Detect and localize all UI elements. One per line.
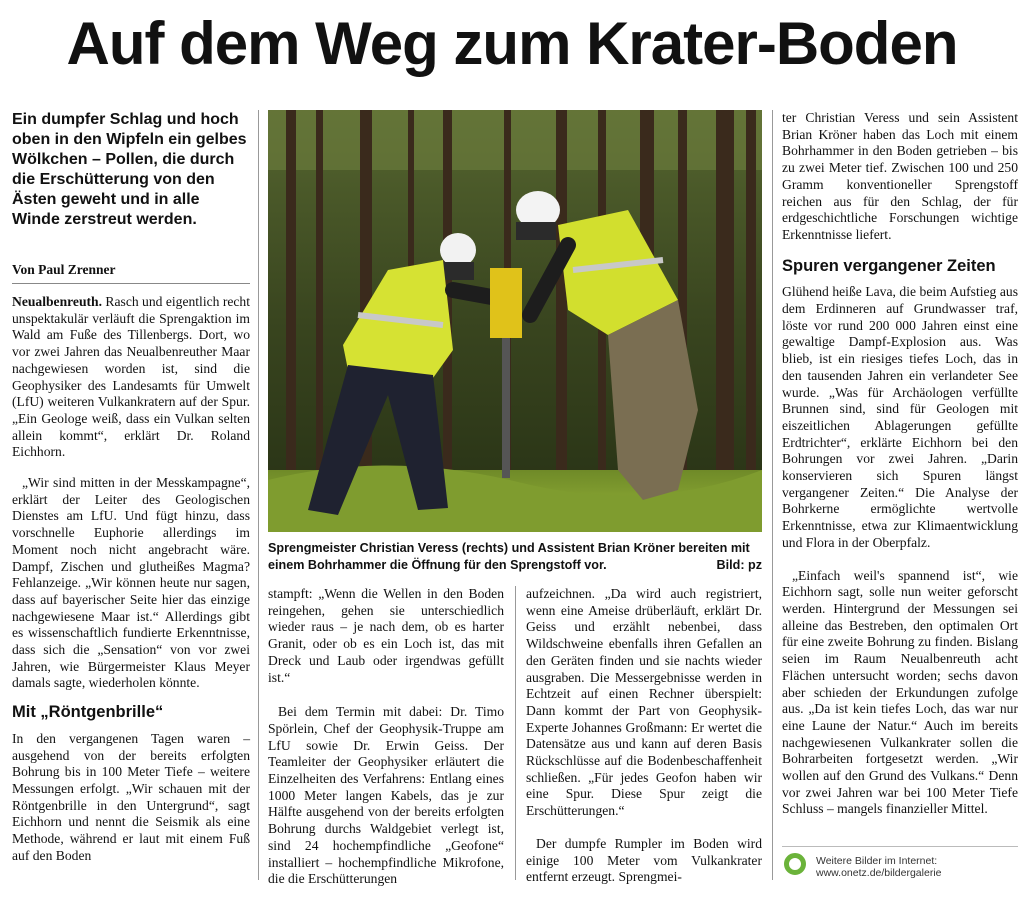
column-1 xyxy=(12,294,250,877)
caption-text: Sprengmeister Christian Veress (rechts) und Assistent Brian Kröner bereiten mit einem Bohrhammer die Öffnung für den Sprengstoff vor. xyxy=(268,541,750,572)
dateline: Neualbenreuth. xyxy=(12,294,103,309)
paragraph: ter Christian Veress und sein Assistent Brian Kröner haben das Loch mit einem Bohrhammer in den Boden getrieben – bis zu zwei Meter tief. Zwischen 100 und 250 Gramm konventioneller Sprengstoff reichen aus für den Schlag, der für erdgeschichtliche Forschungen wichtige Erkenntnisse liefert. xyxy=(782,110,1018,242)
paragraph: stampft: „Wenn die Wellen in den Boden reingehen, gehen sie unterschiedlich wieder raus – je nach dem, ob es harter Granit, oder ob es ein Loch ist, das mit Dreck und Laub oder irgendwas gefüllt ist.“ xyxy=(268,586,504,685)
column-3 xyxy=(526,586,762,898)
photo-credit: Bild: pz xyxy=(716,558,762,572)
subheading: Mit „Röntgenbrille“ xyxy=(12,703,164,722)
column-2 xyxy=(268,586,504,900)
paragraph: Rasch und eigentlich recht unspektakulär verläuft die Sprengaktion im Wald am Fuße des Tillenbergs. Dort, wo vor zwei Jahren das Neualbenreuther Maar nachgewiesen worden ist, sind die Geophysiker des Landesamts für Umwelt (LfU) weiteren Vulkankratern auf der Spur. „Ein Geologe weiß, dass ein Vulkan selten allein kommt“, erklärt Dr. Roland Eichhorn. xyxy=(12,294,250,460)
paragraph: Glühend heiße Lava, die beim Aufstieg aus dem Erdinneren auf Grundwasser traf, löste vor rund 200 000 Jahren einst eine gewaltige Dampf-Explosion aus. Was blieb, ist ein riesiges tiefes Loch, das in den tausenden Jahren ein verlandeter See wurde. „Was für Archäologen verfüllte Brunnen sind, sind für Geologen mit eiszeitlichen Ablagerungen gefüllte Erdtrichter“, erklärte Eichhorn bei den Bohrungen vor zwei Jahren. „Darin konservieren sich Spuren längst vergangener Zeiten.“ Die Analyse der Bohrkerne ermöglichte wertvolle Erkenntnisse, etwa zur Klimaentwicklung und Flora in der Oberpfalz. xyxy=(782,284,1018,550)
online-gallery-note xyxy=(782,846,1018,883)
photo-workers-drilling xyxy=(268,110,762,532)
column-divider xyxy=(515,586,516,880)
byline: Von Paul Zrenner xyxy=(12,262,250,284)
paragraph: In den vergangenen Tagen waren – ausgehend von der bereits erfolgten Bohrung bis in 100 Meter Tiefe – weitere Messungen erfolgt. „Wir schauen mit der Röntgenbrille in den Untergrund“, sagt Eichhorn und nennt die Seismik als eine Methode, während er laut mit einem Fuß auf den Boden xyxy=(12,730,250,863)
paragraph: „Einfach weil's spannend ist“, wie Eichhorn sagt, solle nun weiter geforscht werden. Hintergrund der Messungen sei alleine das Bestreben, den optimalen Ort für eine zweite Bohrung zu finden. Bislang seien im Raum Neualbenreuth acht Flächen untersucht worden; sechs davon aber schieden der Erkundungen zufolge aus. „Da ist kein tiefes Loch, das war nur eine Laune der Natur.“ Auch im bereits nachgewiesenen Vulkankrater sollen die Bohrarbeiten fortgesetzt werden. „Wir wollen auf den Grund des Vulkans.“ Denn vor zwei Jahren war bei 100 Meter Tiefe Schluss – mangels finanzieller Mittel. xyxy=(782,567,1018,817)
forest-scene-illustration xyxy=(268,110,762,532)
headline: Auf dem Weg zum Krater-Boden xyxy=(66,10,958,77)
column-divider xyxy=(772,110,773,880)
paragraph: aufzeichnen. „Da wird auch registriert, wenn eine Ameise drüberläuft, erklärt Dr. Geiss und erzählt nebenbei, dass Wildschweine ebenfalls ihren Gefallen an den Geräten finden und sie nachts wieder ausgraben. Die Messergebnisse werden in Echtzeit auf einen Rechner überspielt: Dann kommt der Part von Geophysik-Experte Johannes Großmann: Er wertet die Datensätze aus und kann auf deren Basis Rückschlüsse auf die Bodenbeschaffenheit schließen. „Für jedes Geofon haben wir eine Spur. Diese Spur zeigt die Erschütterungen.“ xyxy=(526,586,762,819)
gallery-note-text: Weitere Bilder im Internet: xyxy=(816,855,938,867)
column-4 xyxy=(782,110,1018,830)
paragraph: Bei dem Termin mit dabei: Dr. Timo Spörlein, Chef der Geophysik-Truppe am LfU sowie Dr. Erwin Geiss. Der Teamleiter der Geophysiker erläutert die Einzelheiten des Verfahrens: Entlang eines 1000 Meter langen Kabels, das je zur Hälfte ausgehend von der bereits erfolgten Bohrung durchs Waldgebiet verlegt ist, sind 24 hochempfindliche „Geofone“ installiert – hochempfindliche Mikrofone, die die Erschütterungen xyxy=(268,704,504,887)
gallery-link[interactable]: www.onetz.de/bildergalerie xyxy=(816,867,942,879)
paragraph: Der dumpfe Rumpler im Boden wird einige 100 Meter vom Vulkankrater entfernt erzeugt. Sprengmei- xyxy=(526,835,762,885)
lead-paragraph: Ein dumpfer Schlag und hoch oben in den Wipfeln ein gelbes Wölkchen – Pollen, die durch die Erschütterung von den Ästen geweht und in alle Winde zerstreut werden. xyxy=(12,111,247,228)
subheading: Spuren vergangener Zeiten xyxy=(782,256,996,275)
column-divider xyxy=(258,110,259,880)
onetz-logo-icon xyxy=(784,853,806,875)
paragraph: „Wir sind mitten in der Messkampagne“, erklärt der Leiter des Geologischen Dienstes am LfU. Und fügt hinzu, dass vorschnelle Euphorie allerdings im Moment noch nicht angebracht wäre. Dampf, Zischen und glutheißes Magma? Fehlanzeige. „Wir können heute nur sagen, dass auf bayerischer Seite hier das einzige nachgewiesene Maar ist.“ Allerdings gibt es wissenschaftlich fundierte Erkenntnisse, dass sich die „Sensation“ von vor zwei Jahren, wie Bürgermeister Klaus Meyer damals sagte, wiederholen könnte. xyxy=(12,475,250,691)
photo-caption xyxy=(268,540,762,574)
